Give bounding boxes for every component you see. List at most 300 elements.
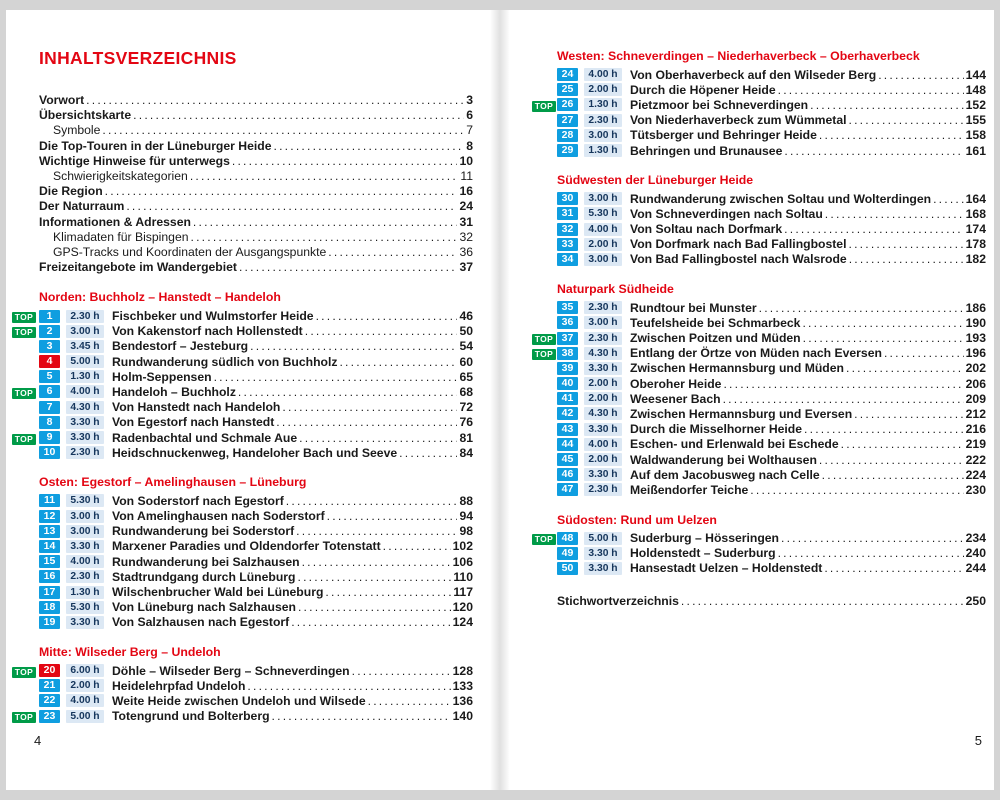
tour-row bbox=[12, 369, 473, 384]
tour-page-number: 144 bbox=[965, 67, 986, 82]
front-matter-list bbox=[39, 93, 473, 275]
tour-row bbox=[532, 437, 986, 452]
top-badge: TOP bbox=[12, 312, 36, 323]
tour-duration: 2.00 h bbox=[584, 377, 622, 390]
tour-row bbox=[12, 493, 473, 508]
page-right bbox=[500, 10, 994, 790]
tour-name: Von Hanstedt nach Handeloh bbox=[112, 400, 281, 415]
tour-number-badge: 35 bbox=[557, 301, 578, 314]
dotted-leader bbox=[232, 154, 458, 169]
tour-duration: 2.30 h bbox=[584, 301, 622, 314]
tour-name: Von Kakenstorf nach Hollenstedt bbox=[112, 324, 303, 339]
tour-name: Tütsberger und Behringer Heide bbox=[630, 128, 817, 143]
tour-row bbox=[532, 82, 986, 97]
toc-section bbox=[532, 172, 986, 267]
tour-name: Bendestorf – Jesteburg bbox=[112, 339, 249, 354]
tour-name: Weesener Bach bbox=[630, 391, 721, 406]
dotted-leader bbox=[399, 446, 457, 460]
tour-name: Zwischen Hermannsburg und Eversen bbox=[630, 406, 853, 421]
tour-page-number: 106 bbox=[452, 554, 473, 569]
toc-entry-page: 7 bbox=[466, 123, 473, 138]
top-badge: TOP bbox=[532, 349, 556, 360]
tour-name: Von Dorfmark nach Bad Fallingbostel bbox=[630, 237, 847, 252]
toc-entry-label: Wichtige Hinweise für unterwegs bbox=[39, 153, 230, 168]
tour-row bbox=[12, 339, 473, 354]
tour-duration: 4.30 h bbox=[584, 407, 622, 420]
tour-number-badge: 6 bbox=[39, 385, 60, 398]
tour-name: Radenbachtal und Schmale Aue bbox=[112, 430, 298, 445]
tour-number-badge: 39 bbox=[557, 362, 578, 375]
tour-duration: 2.30 h bbox=[66, 446, 104, 459]
toc-entry bbox=[39, 139, 473, 154]
toc-entry bbox=[39, 123, 473, 138]
tour-duration: 3.30 h bbox=[584, 423, 622, 436]
dotted-leader bbox=[302, 555, 451, 569]
toc-entry-page: 6 bbox=[466, 108, 473, 123]
tour-page-number: 182 bbox=[965, 252, 986, 267]
tour-page-number: 216 bbox=[965, 422, 986, 437]
toc-entry-page: 3 bbox=[466, 93, 473, 107]
tour-duration: 3.30 h bbox=[66, 540, 104, 553]
tour-row bbox=[12, 400, 473, 415]
tour-page-number: 158 bbox=[965, 128, 986, 143]
tour-row bbox=[532, 467, 986, 482]
toc-section bbox=[532, 512, 986, 577]
tour-name: Von Lüneburg nach Salzhausen bbox=[112, 600, 296, 615]
tour-page-number: 94 bbox=[459, 509, 473, 524]
tour-page-number: 60 bbox=[459, 354, 473, 369]
tour-duration: 5.30 h bbox=[66, 601, 104, 614]
tour-number-badge: 1 bbox=[39, 310, 60, 323]
tour-row bbox=[12, 615, 473, 630]
dotted-leader bbox=[133, 108, 464, 123]
dotted-leader bbox=[759, 301, 964, 315]
tour-row bbox=[12, 509, 473, 524]
toc-entry bbox=[39, 260, 473, 275]
tour-duration: 4.00 h bbox=[66, 555, 104, 568]
section-heading: Südosten: Rund um Uelzen bbox=[557, 512, 717, 527]
tour-page-number: 120 bbox=[452, 600, 473, 615]
toc-entry bbox=[39, 199, 473, 214]
tour-number-badge: 40 bbox=[557, 377, 578, 390]
dotted-leader bbox=[273, 139, 464, 154]
dotted-leader bbox=[238, 385, 458, 399]
tour-row bbox=[12, 524, 473, 539]
toc-section bbox=[532, 281, 986, 497]
tour-page-number: 88 bbox=[459, 493, 473, 508]
tour-name: Rundwanderung zwischen Soltau und Wolterdingen bbox=[630, 191, 932, 206]
dotted-leader bbox=[884, 346, 964, 360]
tour-duration: 3.00 h bbox=[584, 316, 622, 329]
dotted-leader bbox=[848, 237, 963, 251]
tour-number-badge: 8 bbox=[39, 416, 60, 429]
top-badge-cell bbox=[532, 531, 557, 545]
toc-entry-label: Freizeitangebote im Wandergebiet bbox=[39, 260, 237, 275]
toc-entry-page: 37 bbox=[459, 260, 473, 275]
tour-row bbox=[12, 539, 473, 554]
tour-name: Handeloh – Buchholz bbox=[112, 384, 236, 399]
tour-row bbox=[12, 584, 473, 599]
tour-number-badge: 2 bbox=[39, 325, 60, 338]
tour-duration: 2.00 h bbox=[584, 392, 622, 405]
top-badge: TOP bbox=[532, 534, 556, 545]
tour-row bbox=[532, 406, 986, 421]
tour-duration: 4.00 h bbox=[584, 223, 622, 236]
tour-row bbox=[532, 361, 986, 376]
top-badge-cell bbox=[532, 98, 557, 112]
tour-duration: 3.00 h bbox=[66, 525, 104, 538]
dotted-leader bbox=[822, 468, 964, 482]
tour-page-number: 102 bbox=[452, 539, 473, 554]
dotted-leader bbox=[126, 199, 457, 214]
dotted-leader bbox=[352, 664, 451, 678]
tour-duration: 3.30 h bbox=[66, 616, 104, 629]
tour-page-number: 164 bbox=[965, 191, 986, 206]
tour-row bbox=[532, 531, 986, 546]
tour-row bbox=[12, 600, 473, 615]
tour-number-badge: 15 bbox=[39, 555, 60, 568]
toc-section bbox=[532, 48, 986, 158]
tour-page-number: 76 bbox=[459, 415, 473, 430]
tour-page-number: 240 bbox=[965, 546, 986, 561]
tour-number-badge: 7 bbox=[39, 401, 60, 414]
top-badge: TOP bbox=[12, 388, 36, 399]
top-badge-cell bbox=[12, 431, 39, 445]
toc-entry-page: 10 bbox=[459, 153, 473, 168]
tour-name: Von Oberhaverbeck auf den Wilseder Berg bbox=[630, 67, 877, 82]
section-heading: Mitte: Wilseder Berg – Undeloh bbox=[39, 645, 221, 659]
dotted-leader bbox=[272, 709, 451, 723]
tour-number-badge: 48 bbox=[557, 532, 578, 545]
tour-row bbox=[12, 554, 473, 569]
tour-name: Hansestadt Uelzen – Holdenstedt bbox=[630, 561, 823, 576]
tour-row bbox=[532, 482, 986, 497]
tour-number-badge: 5 bbox=[39, 370, 60, 383]
tour-page-number: 50 bbox=[459, 324, 473, 339]
tour-name: Totengrund und Bolterberg bbox=[112, 709, 270, 724]
tour-duration: 2.30 h bbox=[584, 114, 622, 127]
tour-page-number: 174 bbox=[965, 222, 986, 237]
tour-number-badge: 20 bbox=[39, 664, 60, 677]
toc-entry-page: 36 bbox=[459, 245, 473, 260]
tour-number-badge: 34 bbox=[557, 253, 578, 266]
dotted-leader bbox=[846, 361, 964, 375]
toc-entry-label: Übersichtskarte bbox=[39, 108, 132, 123]
toc-entry-label: Informationen & Adressen bbox=[39, 214, 191, 229]
tour-row bbox=[12, 445, 473, 460]
dotted-leader bbox=[327, 509, 458, 523]
toc-entry bbox=[39, 215, 473, 230]
tour-number-badge: 36 bbox=[557, 316, 578, 329]
dotted-leader bbox=[802, 316, 963, 330]
tour-number-badge: 19 bbox=[39, 616, 60, 629]
tour-number-badge: 22 bbox=[39, 694, 60, 707]
dotted-leader bbox=[723, 392, 964, 406]
tour-page-number: 190 bbox=[965, 315, 986, 330]
tour-number-badge: 50 bbox=[557, 562, 578, 575]
dotted-leader bbox=[784, 144, 963, 158]
toc-entry-label: Vorwort bbox=[39, 93, 85, 107]
book-spread bbox=[6, 10, 994, 790]
tour-number-badge: 18 bbox=[39, 601, 60, 614]
top-badge: TOP bbox=[532, 101, 556, 112]
dotted-leader bbox=[750, 483, 963, 497]
tour-page-number: 46 bbox=[459, 309, 473, 324]
tour-number-badge: 45 bbox=[557, 453, 578, 466]
toc-section bbox=[12, 289, 473, 460]
dotted-leader bbox=[239, 260, 457, 275]
tour-page-number: 178 bbox=[965, 237, 986, 252]
tour-number-badge: 41 bbox=[557, 392, 578, 405]
dotted-leader bbox=[383, 539, 451, 553]
tour-duration: 3.45 h bbox=[66, 340, 104, 353]
tour-name: Durch die Misselhorner Heide bbox=[630, 422, 803, 437]
tour-number-badge: 14 bbox=[39, 540, 60, 553]
tour-number-badge: 47 bbox=[557, 483, 578, 496]
dotted-leader bbox=[849, 252, 964, 266]
dotted-leader bbox=[849, 113, 964, 127]
tour-name: Entlang der Örtze von Müden nach Eversen bbox=[630, 346, 882, 361]
tour-name: Von Bad Fallingbostel nach Walsrode bbox=[630, 252, 847, 267]
tour-duration: 3.00 h bbox=[584, 192, 622, 205]
tour-number-badge: 21 bbox=[39, 679, 60, 692]
tour-number-badge: 11 bbox=[39, 494, 60, 507]
tour-name: Von Niederhaverbeck zum Wümmetal bbox=[630, 113, 847, 128]
dotted-leader bbox=[819, 453, 964, 467]
tour-name: Rundtour bei Munster bbox=[630, 300, 757, 315]
toc-entry bbox=[39, 184, 473, 199]
tour-number-badge: 42 bbox=[557, 407, 578, 420]
tour-name: Holm-Seppensen bbox=[112, 369, 212, 384]
dotted-leader bbox=[933, 192, 964, 206]
tour-duration: 2.30 h bbox=[66, 570, 104, 583]
left-tour-sections bbox=[12, 289, 473, 723]
dotted-leader bbox=[286, 494, 458, 508]
tour-page-number: 117 bbox=[453, 585, 473, 600]
dotted-leader bbox=[810, 98, 964, 112]
tour-name: Weite Heide zwischen Undeloh und Wilsede bbox=[112, 693, 366, 708]
tour-page-number: 202 bbox=[965, 361, 986, 376]
tour-duration: 3.30 h bbox=[584, 362, 622, 375]
toc-section bbox=[12, 474, 473, 630]
tour-page-number: 230 bbox=[965, 482, 986, 497]
toc-entry bbox=[39, 230, 473, 245]
tour-name: Fischbeker und Wulmstorfer Heide bbox=[112, 309, 314, 324]
page-title: INHALTSVERZEICHNIS bbox=[39, 48, 237, 68]
tour-row bbox=[532, 546, 986, 561]
tour-row bbox=[532, 346, 986, 361]
tour-duration: 5.00 h bbox=[66, 710, 104, 723]
tour-row bbox=[532, 330, 986, 345]
toc-entry-page: 32 bbox=[459, 229, 473, 244]
dotted-leader bbox=[328, 245, 457, 260]
tour-duration: 3.00 h bbox=[66, 510, 104, 523]
dotted-leader bbox=[190, 169, 459, 184]
tour-duration: 3.30 h bbox=[66, 416, 104, 429]
tour-page-number: 161 bbox=[965, 143, 986, 158]
tour-page-number: 168 bbox=[965, 206, 986, 221]
tour-number-badge: 9 bbox=[39, 431, 60, 444]
top-badge: TOP bbox=[532, 334, 556, 345]
tour-number-badge: 29 bbox=[557, 144, 578, 157]
tour-duration: 3.00 h bbox=[584, 253, 622, 266]
tour-duration: 3.00 h bbox=[66, 325, 104, 338]
dotted-leader bbox=[250, 339, 457, 353]
tour-page-number: 222 bbox=[965, 452, 986, 467]
tour-duration: 1.30 h bbox=[584, 144, 622, 157]
tour-page-number: 65 bbox=[459, 369, 473, 384]
tour-duration: 3.30 h bbox=[584, 468, 622, 481]
tour-row bbox=[12, 354, 473, 369]
dotted-leader bbox=[299, 431, 457, 445]
tour-name: Oberoher Heide bbox=[630, 376, 722, 391]
tour-name: Zwischen Hermannsburg und Müden bbox=[630, 361, 844, 376]
tour-number-badge: 4 bbox=[39, 355, 60, 368]
tour-row bbox=[12, 308, 473, 323]
tour-duration: 3.30 h bbox=[584, 562, 622, 575]
tour-duration: 4.30 h bbox=[66, 401, 104, 414]
tour-number-badge: 28 bbox=[557, 129, 578, 142]
tour-page-number: 81 bbox=[459, 430, 473, 445]
tour-number-badge: 16 bbox=[39, 570, 60, 583]
tour-row bbox=[532, 315, 986, 330]
tour-name: Behringen und Brunausee bbox=[630, 143, 783, 158]
index-entry-slot bbox=[532, 594, 986, 609]
dotted-leader bbox=[368, 694, 451, 708]
tour-name: Pietzmoor bei Schneverdingen bbox=[630, 97, 809, 112]
toc-entry bbox=[39, 108, 473, 123]
tour-duration: 4.00 h bbox=[66, 694, 104, 707]
dotted-leader bbox=[825, 207, 964, 221]
section-heading: Westen: Schneverdingen – Niederhaverbeck – Oberhaverbeck bbox=[557, 49, 920, 63]
section-heading: Osten: Egestorf – Amelinghausen – Lüneburg bbox=[39, 475, 307, 490]
tour-duration: 4.00 h bbox=[584, 438, 622, 451]
tour-duration: 5.00 h bbox=[584, 532, 622, 545]
tour-duration: 2.00 h bbox=[584, 453, 622, 466]
dotted-leader bbox=[298, 600, 451, 614]
tour-duration: 2.00 h bbox=[584, 238, 622, 251]
tour-row bbox=[12, 569, 473, 584]
tour-page-number: 136 bbox=[452, 693, 473, 708]
tour-row bbox=[532, 391, 986, 406]
tour-duration: 1.30 h bbox=[584, 98, 622, 111]
toc-entry-page: 8 bbox=[466, 138, 473, 153]
tour-row bbox=[532, 376, 986, 391]
tour-page-number: 98 bbox=[459, 524, 473, 539]
dotted-leader bbox=[86, 93, 464, 108]
tour-name: Marxener Paradies und Oldendorfer Totenstatt bbox=[112, 539, 381, 554]
tour-row bbox=[532, 97, 986, 112]
tour-name: Waldwanderung bei Wolthausen bbox=[630, 452, 817, 467]
toc-entry-label: Die Region bbox=[39, 184, 103, 199]
toc-entry bbox=[39, 169, 473, 184]
tour-page-number: 219 bbox=[965, 437, 986, 452]
tour-page-number: 110 bbox=[453, 569, 473, 584]
tour-page-number: 152 bbox=[965, 97, 986, 112]
tour-duration: 2.30 h bbox=[584, 483, 622, 496]
top-badge-cell bbox=[532, 346, 557, 360]
tour-row bbox=[532, 422, 986, 437]
tour-duration: 5.30 h bbox=[66, 494, 104, 507]
page-number-right: 5 bbox=[974, 733, 982, 748]
toc-entry bbox=[39, 154, 473, 169]
dotted-leader bbox=[824, 561, 963, 575]
tour-row bbox=[12, 430, 473, 445]
tour-name: Suderburg – Hösseringen bbox=[630, 531, 779, 546]
toc-entry bbox=[557, 594, 986, 609]
toc-entry-label: Symbole bbox=[53, 123, 101, 138]
tour-name: Rundwanderung bei Salzhausen bbox=[112, 554, 300, 569]
dotted-leader bbox=[339, 355, 457, 369]
tour-duration: 2.00 h bbox=[584, 83, 622, 96]
tour-duration: 4.00 h bbox=[584, 68, 622, 81]
top-badge: TOP bbox=[12, 434, 36, 445]
tour-page-number: 244 bbox=[965, 561, 986, 576]
tour-number-badge: 49 bbox=[557, 547, 578, 560]
tour-row bbox=[532, 252, 986, 267]
tour-number-badge: 3 bbox=[39, 340, 60, 353]
tour-number-badge: 44 bbox=[557, 438, 578, 451]
tour-number-badge: 33 bbox=[557, 238, 578, 251]
dotted-leader bbox=[305, 324, 458, 338]
tour-name: Heidelehrpfad Undeloh bbox=[112, 678, 246, 693]
tour-name: Holdenstedt – Suderburg bbox=[630, 546, 776, 561]
toc-entry-label: GPS-Tracks und Koordinaten der Ausgangspunkte bbox=[53, 245, 327, 260]
tour-page-number: 193 bbox=[965, 331, 986, 346]
tour-duration: 1.30 h bbox=[66, 586, 104, 599]
tour-page-number: 155 bbox=[965, 113, 986, 128]
dotted-leader bbox=[247, 679, 450, 693]
toc-entry-label: Die Top-Touren in der Lüneburger Heide bbox=[39, 138, 272, 153]
tour-name: Durch die Höpener Heide bbox=[630, 82, 776, 97]
tour-row bbox=[12, 678, 473, 693]
dotted-leader bbox=[105, 184, 458, 199]
tour-row bbox=[12, 709, 473, 724]
top-badge-cell bbox=[12, 664, 39, 678]
tour-name: Wilschenbrucher Wald bei Lüneburg bbox=[112, 585, 324, 600]
tour-name: Zwischen Poitzen und Müden bbox=[630, 331, 801, 346]
dotted-leader bbox=[214, 370, 458, 384]
dotted-leader bbox=[291, 615, 450, 629]
tour-page-number: 128 bbox=[452, 663, 473, 678]
tour-row bbox=[532, 128, 986, 143]
dotted-leader bbox=[841, 437, 964, 451]
tour-name: Eschen- und Erlenwald bei Eschede bbox=[630, 437, 839, 452]
dotted-leader bbox=[193, 215, 458, 230]
tour-name: Heidschnuckenweg, Handeloher Bach und Seeve bbox=[112, 445, 398, 460]
section-heading: Norden: Buchholz – Hanstedt – Handeloh bbox=[39, 290, 281, 305]
tour-number-badge: 17 bbox=[39, 586, 60, 599]
toc-entry-label: Klimadaten für Bispingen bbox=[53, 229, 189, 244]
tour-name: Von Amelinghausen nach Soderstorf bbox=[112, 509, 325, 524]
tour-number-badge: 37 bbox=[557, 332, 578, 345]
tour-name: Rundwanderung südlich von Buchholz bbox=[112, 354, 338, 369]
tour-page-number: 124 bbox=[452, 615, 473, 630]
tour-number-badge: 23 bbox=[39, 710, 60, 723]
tour-page-number: 196 bbox=[965, 346, 986, 361]
tour-row bbox=[532, 113, 986, 128]
tour-page-number: 140 bbox=[452, 709, 473, 724]
dotted-leader bbox=[282, 400, 457, 414]
dotted-leader bbox=[316, 309, 458, 323]
tour-name: Teufelsheide bei Schmarbeck bbox=[630, 315, 801, 330]
dotted-leader bbox=[781, 531, 964, 545]
dotted-leader bbox=[803, 331, 964, 345]
dotted-leader bbox=[819, 128, 964, 142]
tour-duration: 5.00 h bbox=[66, 355, 104, 368]
tour-number-badge: 30 bbox=[557, 192, 578, 205]
dotted-leader bbox=[296, 524, 457, 538]
